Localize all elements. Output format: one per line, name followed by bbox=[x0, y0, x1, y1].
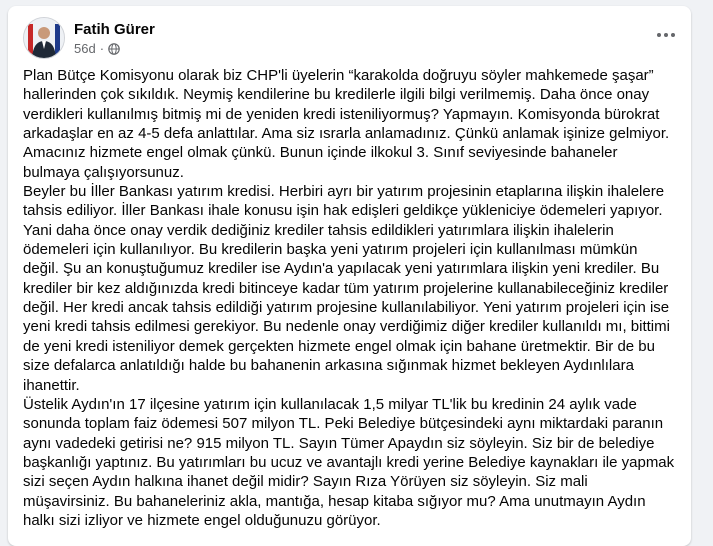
post-meta bbox=[74, 40, 155, 57]
author-block bbox=[74, 20, 155, 57]
post-paragraph: Plan Bütçe Komisyonu olarak biz CHP'li üyelerin “karakolda doğruyu söyler mahkemede şaşar” hallerinden çok sıkıldık. Neymiş kendilerine bu kredilerle ilgili bilgi verilmemiş. Daha önce onay verdikleri kullanılmış bitmiş mi de yeniden kredi isteniliyormuş? Yapmayın. Komisyonda bürokrat arkadaşlar en az 4-5 defa anlattılar. Ama siz ısrarla anlamadınız. Çünkü anlamak işinize gelmiyor. Amacınız hizmete engel olmak çünkü. Bunun içinde ilkokul 3. Sınıf seviyesinde bahaneler bulmaya çalışıyorsunuz. bbox=[23, 67, 670, 181]
avatar[interactable] bbox=[23, 17, 65, 59]
post-header bbox=[23, 17, 155, 59]
profile-photo-icon bbox=[24, 18, 64, 58]
globe-icon[interactable] bbox=[108, 42, 120, 54]
post-card bbox=[8, 6, 691, 546]
meta-separator: · bbox=[99, 40, 105, 56]
post-paragraph: Üstelik Aydın'ın 17 ilçesine yatırım için kullanılacak 1,5 milyar TL'lik bu kredinin 24 aylık vade sonunda toplam faiz ödemesi 507 milyon TL. Peki Belediye bütçesindeki aynı miktardaki paranın aynı vadedeki getirisi ne? 915 milyon TL. Sayın Tümer Apaydın siz söyleyin. Siz bir de belediye başkanlığı yaptınız. Bu yatırımları bu ucuz ve avantajlı kredi yerine Belediye kaynakları ile yapmak sizi seçen Aydın halkına ihanet değil midir? Sayın Rıza Yörüyen siz söyleyin. Siz mali müşavirsiniz. Bu bahaneleriniz akla, mantığa, hesap kitaba sığıyor mu? Ama unutmayın Aydın halkı sizi izliyor ve hizmete engel olduğunuzu görüyor. bbox=[23, 395, 675, 529]
post-body bbox=[23, 66, 676, 530]
author-name[interactable]: Fatih Gürer bbox=[74, 20, 155, 38]
post-paragraph: Beyler bu İller Bankası yatırım kredisi. Herbiri ayrı bir yatırım projesinin etaplarına ilişkin ihalelere tahsis ediliyor. İller Bankası ihale konusu işin hak edişleri geldikçe yükleniciye ödemeleri yapıyor. Yani daha önce onay verdik dediğiniz krediler tahsis edildikleri yatırımlara ilişkin ihalelerin ödemeleri için kullanılıyor. Bu kredilerin başka yeni yatırım projeleri için kullanılması mümkün değil. Şu an konuştuğumuz krediler ise Aydın'a yapılacak yeni yatırımlara ilişkin yeni krediler. Bu krediler bir kez aldığınızda kredi bitinceye kadar tüm yatırım projelerine kullanabileceğiniz krediler değil. Her kredi ancak tahsis edildiği yatırım projesine kullanılabiliyor. Yeni yatırım projeleri için ise yeni kredi tahsis edilmesi gerekiyor. Bu nedenle onay verdiğimiz diğer krediler kullanıldı mı, bittimi de yeni kredi isteniliyor demek gerçekten hizmete engel olmak için bahane üretmektir. Bir de bu size defalarca anlatıldığı halde bu bahanenin arkasına sığınmak hizmet bekleyen Aydınlılara ihanettir. bbox=[23, 183, 670, 394]
more-options-icon[interactable] bbox=[653, 22, 679, 48]
post-timestamp[interactable]: 56d bbox=[74, 40, 96, 56]
